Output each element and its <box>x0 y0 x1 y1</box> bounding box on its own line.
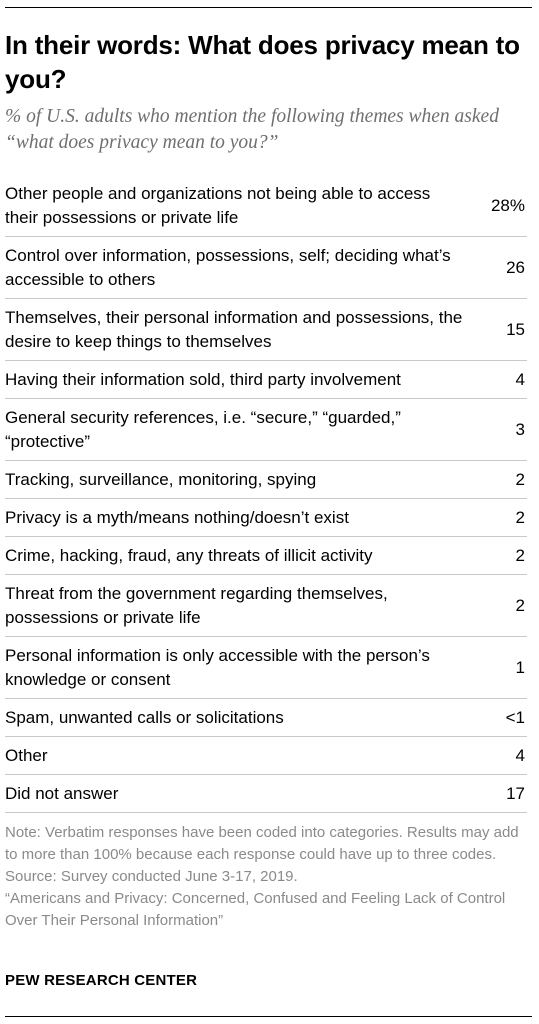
row-label: Tracking, surveillance, monitoring, spying <box>5 469 317 489</box>
table-row <box>5 499 527 537</box>
notes <box>5 822 533 932</box>
row-value: 17 <box>506 783 525 803</box>
data-table <box>5 175 527 813</box>
row-label: Spam, unwanted calls or solicitations <box>5 707 284 727</box>
report-title: “Americans and Privacy: Concerned, Confused and Feeling Lack of Control Over Their Personal Information” <box>5 890 506 929</box>
row-value: 15 <box>506 319 525 339</box>
row-label: Threat from the government regarding themselves, possessions or private life <box>5 583 388 627</box>
row-label: General security references, i.e. “secure,” “guarded,” “protective” <box>5 407 401 451</box>
table-row <box>5 461 527 499</box>
table-row <box>5 737 527 775</box>
row-value: <1 <box>505 707 525 727</box>
row-value: 26 <box>506 257 525 277</box>
row-value: 28% <box>490 195 525 215</box>
table-row <box>5 575 527 637</box>
table-row <box>5 361 527 399</box>
row-value: 1 <box>515 657 525 677</box>
row-label: Themselves, their personal information and possessions, the desire to keep things to themselves <box>5 307 463 351</box>
table-row <box>5 537 527 575</box>
row-value: 2 <box>515 469 525 489</box>
brand-logo-text: PEW RESEARCH CENTER <box>5 972 198 989</box>
row-value: 3 <box>515 419 525 439</box>
row-label: Other <box>5 745 48 765</box>
chart-title: In their words: What does privacy mean to you? <box>5 30 520 94</box>
note-text: Note: Verbatim responses have been coded into categories. Results may add to more than 100% because each response could have up to three codes. <box>5 824 519 863</box>
row-label: Control over information, possessions, self; deciding what’s accessible to others <box>5 245 451 289</box>
row-label: Did not answer <box>5 783 119 803</box>
source-text: Source: Survey conducted June 3-17, 2019. <box>5 868 298 885</box>
row-label: Crime, hacking, fraud, any threats of illicit activity <box>5 545 373 565</box>
row-value: 2 <box>515 595 525 615</box>
table-row <box>5 175 527 237</box>
row-value: 4 <box>515 745 525 765</box>
row-value: 2 <box>515 545 525 565</box>
bottom-rule <box>5 1016 532 1017</box>
chart-subtitle: % of U.S. adults who mention the following themes when asked “what does privacy mean to you?” <box>5 106 499 153</box>
table-row <box>5 699 527 737</box>
table-row <box>5 237 527 299</box>
table-row <box>5 775 527 813</box>
row-label: Having their information sold, third party involvement <box>5 369 401 389</box>
table-row <box>5 399 527 461</box>
row-value: 2 <box>515 507 525 527</box>
table-row <box>5 637 527 699</box>
row-label: Personal information is only accessible with the person’s knowledge or consent <box>5 645 430 689</box>
row-value: 4 <box>515 369 525 389</box>
row-label: Privacy is a myth/means nothing/doesn’t exist <box>5 507 349 527</box>
top-rule <box>5 7 532 8</box>
table-row <box>5 299 527 361</box>
row-label: Other people and organizations not being able to access their possessions or private life <box>5 183 431 227</box>
